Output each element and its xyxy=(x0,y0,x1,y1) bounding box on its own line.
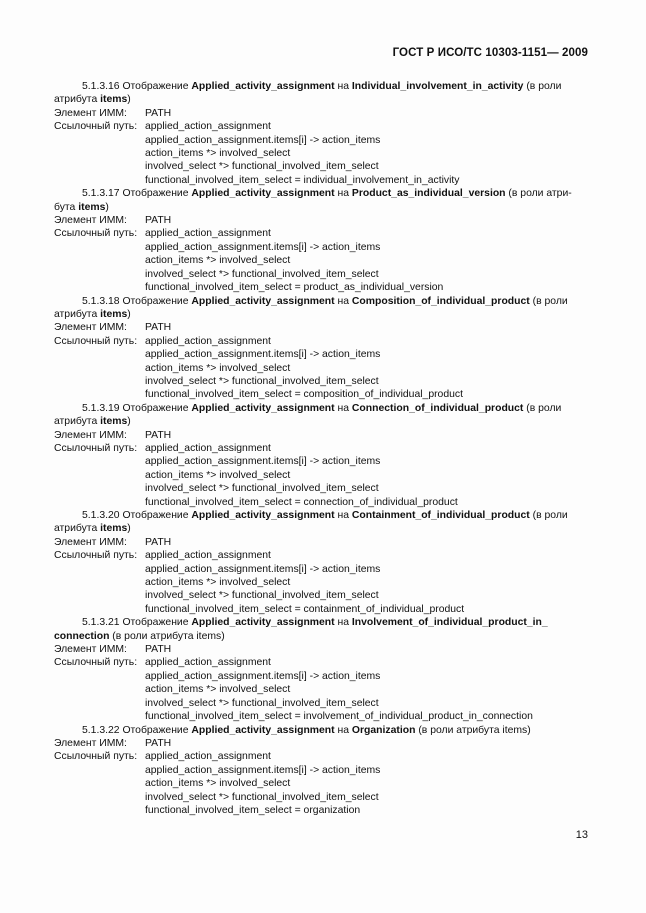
reference-path-line: involved_select *> functional_involved_item_select xyxy=(145,590,379,602)
document-header: ГОСТ Р ИСО/ТС 10303-1151— 2009 xyxy=(392,47,588,59)
reference-path-label: Ссылочный путь: xyxy=(54,442,138,454)
title-text: атрибута xyxy=(54,308,101,320)
title-text: ) xyxy=(127,416,131,428)
attribute-name: connection xyxy=(54,630,110,642)
attribute-name: items xyxy=(100,308,128,320)
title-text: на xyxy=(334,402,352,414)
attribute-name: items xyxy=(100,523,128,535)
title-text: Отображение xyxy=(119,617,192,629)
element-label: Элемент ИММ: xyxy=(54,536,127,548)
mapping-section xyxy=(54,187,590,294)
reference-path-line: functional_involved_item_select = containment_of_individual_product xyxy=(145,603,465,615)
mapping-section xyxy=(54,402,590,509)
reference-path-line: applied_action_assignment.items[i] -> action_items xyxy=(145,670,381,682)
reference-path-line: action_items *> involved_select xyxy=(145,684,291,696)
section-number: 5.1.3.18 xyxy=(82,295,120,307)
section-number: 5.1.3.17 xyxy=(82,188,120,200)
element-value: PATH xyxy=(145,322,172,334)
attribute-name: items xyxy=(100,94,128,106)
title-text: на xyxy=(334,617,352,629)
section-title xyxy=(54,509,590,536)
title-text: Отображение xyxy=(119,402,192,414)
element-value: PATH xyxy=(145,737,172,749)
source-entity: Applied_activity_assignment xyxy=(191,295,335,307)
reference-path-line: applied_action_assignment xyxy=(145,751,271,763)
title-text: Отображение xyxy=(119,510,192,521)
mapping-section xyxy=(54,80,590,187)
title-text: (в роли xyxy=(529,510,568,521)
element-label: Элемент ИММ: xyxy=(54,107,127,119)
reference-path-line: involved_select *> functional_involved_item_select xyxy=(145,375,379,387)
reference-path-line: applied_action_assignment xyxy=(145,335,271,347)
title-text: на xyxy=(334,295,352,307)
element-label: Элемент ИММ: xyxy=(54,644,127,656)
reference-path-line: functional_involved_item_select = product_as_individual_version xyxy=(145,282,444,294)
title-text: Отображение xyxy=(119,295,192,307)
source-entity: Applied_activity_assignment xyxy=(191,81,335,92)
target-entity: Connection_of_individual_product xyxy=(351,402,524,414)
reference-path-row xyxy=(54,227,590,240)
reference-path-line: action_items *> involved_select xyxy=(145,255,291,267)
element-row xyxy=(54,429,590,442)
element-value: PATH xyxy=(145,215,172,227)
element-label: Элемент ИММ: xyxy=(54,737,127,749)
target-entity: Composition_of_individual_product xyxy=(351,295,530,307)
reference-path-label: Ссылочный путь: xyxy=(54,228,138,240)
reference-path-line: functional_involved_item_select = involvement_of_individual_product_in_connection xyxy=(145,711,533,723)
element-label: Элемент ИММ: xyxy=(54,215,127,227)
section-number: 5.1.3.20 xyxy=(82,510,120,521)
reference-path-line: applied_action_assignment.items[i] -> action_items xyxy=(145,241,381,253)
title-text: на xyxy=(334,510,352,521)
attribute-name: items xyxy=(78,201,106,213)
element-label: Элемент ИММ: xyxy=(54,322,127,334)
title-text: ) xyxy=(127,308,131,320)
title-text: бута xyxy=(54,201,79,213)
title-text: (в роли xyxy=(529,295,568,307)
reference-path-line: applied_action_assignment xyxy=(145,121,271,133)
title-text: (в роли атрибута items) xyxy=(415,724,531,736)
section-number: 5.1.3.21 xyxy=(82,617,120,629)
reference-path-label: Ссылочный путь: xyxy=(54,121,138,133)
element-value: PATH xyxy=(145,644,172,656)
reference-path-line: action_items *> involved_select xyxy=(145,469,291,481)
reference-path-line: applied_action_assignment xyxy=(145,442,271,454)
section-number: 5.1.3.22 xyxy=(82,724,120,736)
element-value: PATH xyxy=(145,429,172,441)
section-number: 5.1.3.16 xyxy=(82,81,120,92)
element-label: Элемент ИММ: xyxy=(54,429,127,441)
reference-path-label: Ссылочный путь: xyxy=(54,751,138,763)
title-text: на xyxy=(334,188,352,200)
reference-path-row xyxy=(54,120,590,133)
reference-path-line: functional_involved_item_select = composition_of_individual_product xyxy=(145,389,463,401)
element-value: PATH xyxy=(145,536,172,548)
section-title xyxy=(54,187,590,214)
reference-path-line: involved_select *> functional_involved_item_select xyxy=(145,161,379,173)
source-entity: Applied_activity_assignment xyxy=(191,510,335,521)
element-row xyxy=(54,214,590,227)
target-entity: Product_as_individual_version xyxy=(351,188,506,200)
title-text: (в роли xyxy=(523,81,562,92)
target-entity: Organization xyxy=(351,724,416,736)
reference-path-line: action_items *> involved_select xyxy=(145,778,291,790)
title-text: (в роли атри- xyxy=(505,188,572,200)
target-entity: Involvement_of_individual_product_in_ xyxy=(351,617,548,629)
reference-path-label: Ссылочный путь: xyxy=(54,657,138,669)
reference-path-line: action_items *> involved_select xyxy=(145,362,291,374)
title-text: ) xyxy=(127,523,131,535)
section-title xyxy=(54,80,590,107)
reference-path-row xyxy=(54,442,590,455)
reference-path-row xyxy=(54,549,590,562)
title-text: на xyxy=(334,81,352,92)
mapping-section xyxy=(54,616,590,723)
title-text: Отображение xyxy=(119,724,192,736)
title-text: (в роли атрибута items) xyxy=(109,630,225,642)
section-number: 5.1.3.19 xyxy=(82,402,120,414)
reference-path-line: functional_involved_item_select = connection_of_individual_product xyxy=(145,496,458,508)
reference-path-line: applied_action_assignment xyxy=(145,228,271,240)
source-entity: Applied_activity_assignment xyxy=(191,402,335,414)
reference-path-line: action_items *> involved_select xyxy=(145,577,291,589)
reference-path-line: action_items *> involved_select xyxy=(145,148,291,160)
element-row xyxy=(54,536,590,549)
reference-path-label: Ссылочный путь: xyxy=(54,550,138,562)
document-body xyxy=(54,80,590,817)
reference-path-line: applied_action_assignment.items[i] -> action_items xyxy=(145,764,381,776)
mapping-section xyxy=(54,724,590,818)
section-title xyxy=(54,616,590,643)
title-text: ) xyxy=(105,201,109,213)
target-entity: Containment_of_individual_product xyxy=(351,510,530,521)
title-text: атрибута xyxy=(54,523,101,535)
title-text: Отображение xyxy=(119,81,192,92)
reference-path-row xyxy=(54,335,590,348)
section-title xyxy=(54,295,590,322)
reference-path-line: applied_action_assignment.items[i] -> action_items xyxy=(145,563,381,575)
element-row xyxy=(54,737,590,750)
reference-path-line: applied_action_assignment xyxy=(145,550,271,562)
reference-path-line: involved_select *> functional_involved_item_select xyxy=(145,483,379,495)
reference-path-line: applied_action_assignment.items[i] -> action_items xyxy=(145,349,381,361)
reference-path-line: involved_select *> functional_involved_item_select xyxy=(145,268,379,280)
reference-path-line: functional_involved_item_select = organization xyxy=(145,804,361,816)
reference-path-label: Ссылочный путь: xyxy=(54,335,138,347)
reference-path-line: involved_select *> functional_involved_item_select xyxy=(145,791,379,803)
target-entity: Individual_involvement_in_activity xyxy=(351,81,524,92)
title-text: атрибута xyxy=(54,94,101,106)
title-text: Отображение xyxy=(119,188,192,200)
reference-path-line: functional_involved_item_select = individual_involvement_in_activity xyxy=(145,174,460,186)
title-text: ) xyxy=(127,94,131,106)
reference-path-line: applied_action_assignment.items[i] -> action_items xyxy=(145,134,381,146)
section-title xyxy=(54,724,590,737)
section-title xyxy=(54,402,590,429)
reference-path-row xyxy=(54,656,590,669)
source-entity: Applied_activity_assignment xyxy=(191,188,335,200)
reference-path-line: involved_select *> functional_involved_item_select xyxy=(145,697,379,709)
source-entity: Applied_activity_assignment xyxy=(191,617,335,629)
title-text: на xyxy=(334,724,352,736)
element-row xyxy=(54,321,590,334)
mapping-section xyxy=(54,509,590,616)
element-row xyxy=(54,643,590,656)
mapping-section xyxy=(54,295,590,402)
element-value: PATH xyxy=(145,107,172,119)
reference-path-line: applied_action_assignment xyxy=(145,657,271,669)
source-entity: Applied_activity_assignment xyxy=(191,724,335,736)
reference-path-line: applied_action_assignment.items[i] -> action_items xyxy=(145,456,381,468)
attribute-name: items xyxy=(100,416,128,428)
page-number: 13 xyxy=(575,829,588,841)
title-text: атрибута xyxy=(54,416,101,428)
title-text: (в роли xyxy=(523,402,562,414)
element-row xyxy=(54,107,590,120)
reference-path-row xyxy=(54,750,590,763)
